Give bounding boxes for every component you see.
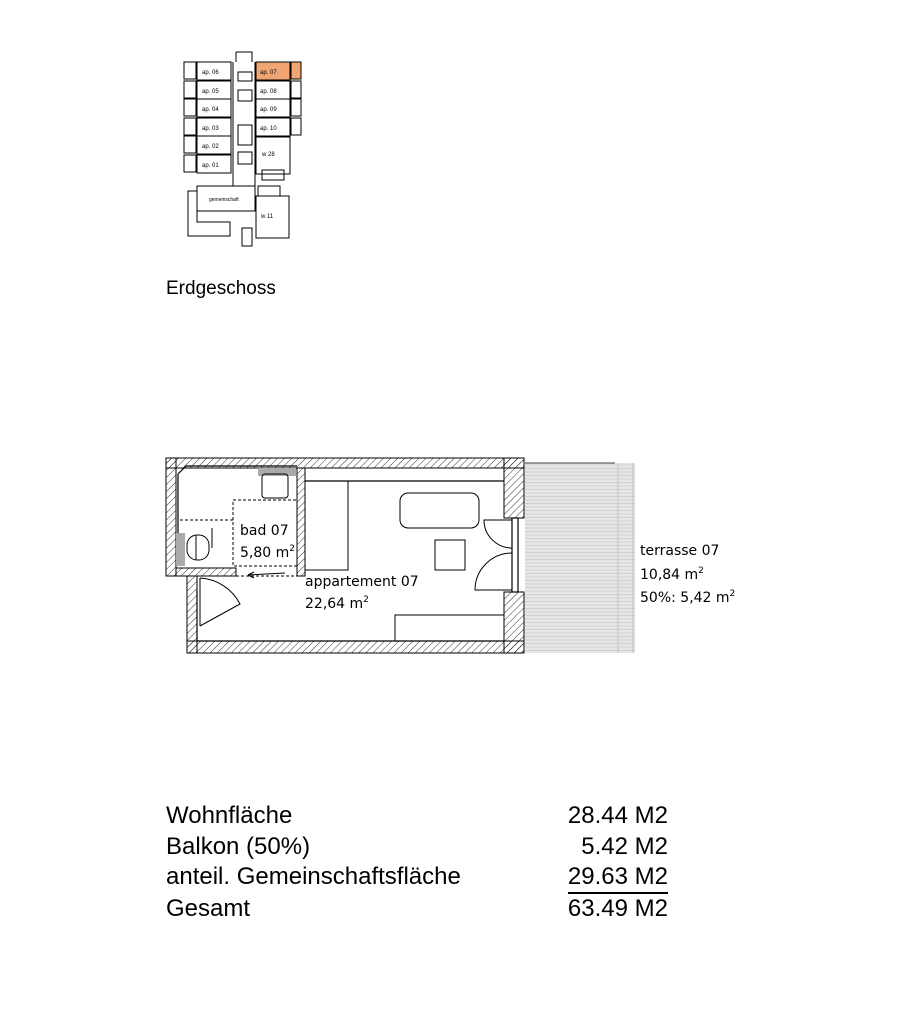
key-plan-label-w11: w 11 (261, 214, 274, 220)
area-row-balkon (166, 832, 668, 863)
wall-right-top (504, 458, 524, 518)
bath-toilet-wall (176, 533, 185, 566)
terrace-door-leaf-upper (484, 520, 512, 548)
terrace-door-leaf-lower (475, 553, 512, 590)
key-plan-label-ap01: ap. 01 (202, 163, 219, 169)
key-plan-label-ap04: ap. 04 (202, 107, 219, 113)
area-label: anteil. Gemeinschaftsfläche (166, 863, 461, 890)
area-value: 63.49 M2 (567, 895, 668, 922)
wall-bath-right (297, 468, 305, 576)
key-plan-label-ap09: ap. 09 (260, 107, 277, 113)
table (435, 540, 465, 570)
key-plan-label-ap06: ap. 06 (202, 70, 219, 76)
appartement-area: 22,64 $m^2$ (305, 595, 369, 612)
bad-area: 5,80 $m^2$ (240, 544, 295, 561)
area-label: Wohnfläche (166, 802, 293, 829)
key-plan-label-ap05: ap. 05 (202, 89, 219, 95)
bad-name: bad 07 (240, 523, 289, 539)
area-value: 29.63 M2 (568, 862, 668, 894)
terrasse-name: terrasse 07 (640, 543, 720, 559)
wall-right-bottom (504, 592, 524, 653)
terrasse-area-half: 50%: 5,42 $m^2$ (640, 589, 736, 606)
area-summary (166, 801, 668, 925)
kitchenette (395, 615, 504, 641)
appartement-name: appartement 07 (305, 574, 419, 590)
toilet (187, 535, 209, 560)
area-row-wohnflaeche (166, 801, 668, 832)
key-plan-label-ap03: ap. 03 (202, 126, 219, 132)
floor-caption: Erdgeschoss (166, 278, 276, 299)
area-value: 28.44 M2 (567, 802, 668, 829)
wall-bottom (187, 641, 524, 653)
terrace-decking (525, 463, 635, 653)
area-label: Balkon (50%) (166, 832, 311, 860)
key-plan-label-ap10: ap. 10 (260, 126, 277, 132)
window-frame (512, 518, 518, 592)
key-plan-label-ap07: ap. 07 (260, 70, 277, 76)
area-row-gemeinschaftsflaeche (166, 862, 668, 894)
wall-bath-bottom (176, 568, 236, 576)
key-plan-label-ap02: ap. 02 (202, 144, 219, 150)
entrance-door-swing (200, 578, 240, 626)
sofa (400, 493, 479, 528)
key-plan-label-w28: w 28 (262, 152, 275, 158)
wardrobe (305, 481, 348, 570)
key-plan-label-ap08: ap. 08 (260, 89, 277, 95)
key-plan-label-gemeinschaft: gemeinschaft (209, 197, 239, 203)
area-value: 5.42 M2 (581, 832, 668, 860)
appartement-outline (197, 481, 504, 641)
washbasin (262, 474, 288, 498)
wall-left-bath (166, 458, 176, 576)
entrance-arrow (248, 572, 285, 578)
terrasse-area: 10,84 $m^2$ (640, 566, 704, 583)
bath-shaft (258, 468, 296, 476)
area-label: Gesamt (166, 895, 251, 922)
area-row-gesamt (166, 894, 668, 925)
